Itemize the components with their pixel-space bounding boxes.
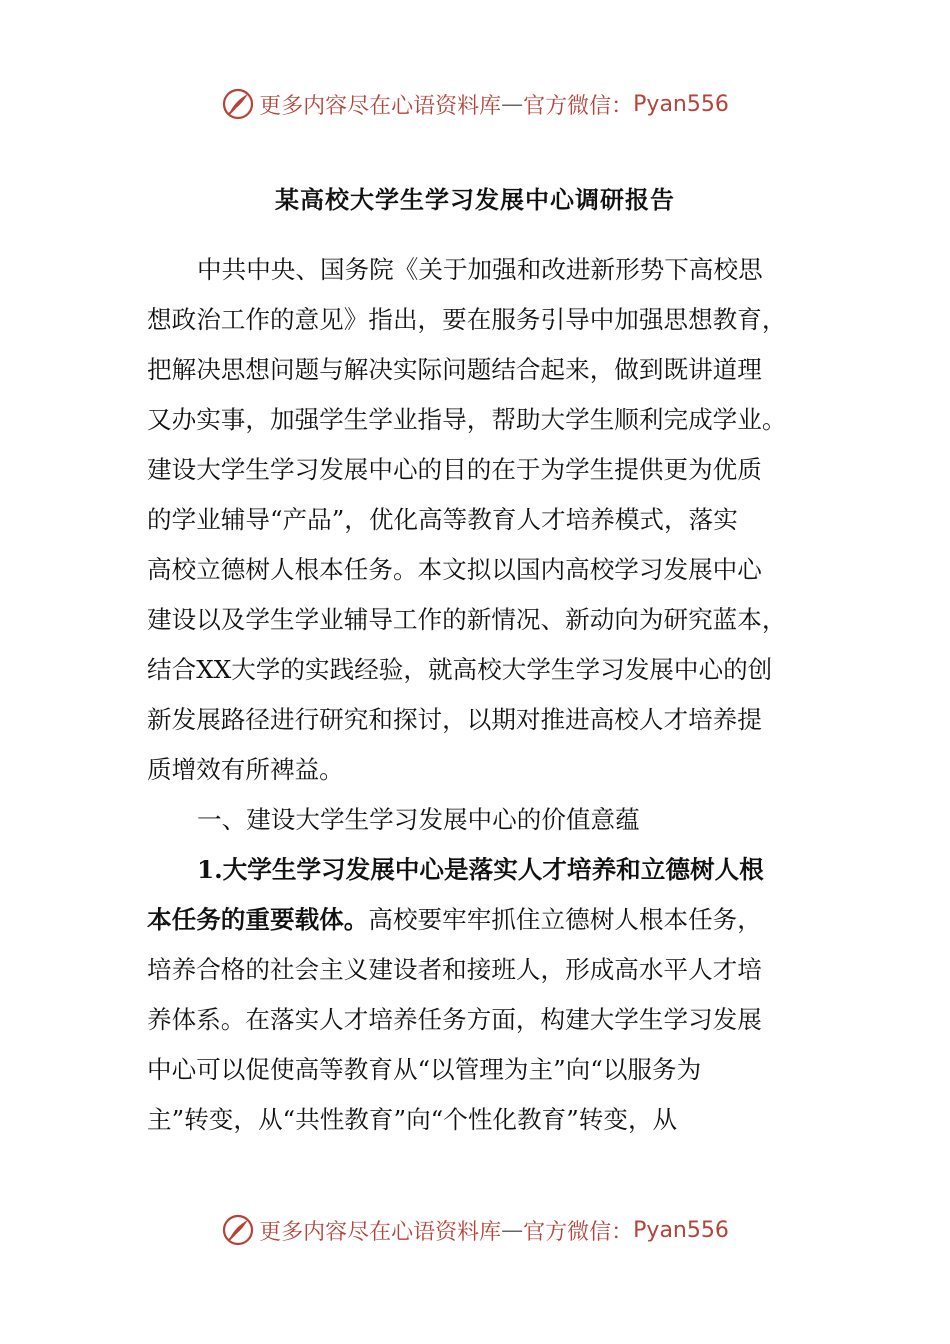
paragraph-line: 新发展路径进行研究和探讨，以期对推进高校人才培养提 bbox=[147, 705, 762, 734]
banner-text: 更多内容尽在心语资料库 bbox=[259, 93, 502, 119]
subsection-heading-cont: 本任务的重要载体。 bbox=[147, 905, 369, 934]
paragraph-line: 养体系。在落实人才培养任务方面，构建大学生学习发展 bbox=[147, 1005, 762, 1034]
paragraph-line: 高校立德树人根本任务。本文拟以国内高校学习发展中心 bbox=[147, 555, 762, 584]
banner-text: 更多内容尽在心语资料库 bbox=[259, 1219, 502, 1245]
banner-separator: — bbox=[501, 1217, 524, 1243]
paragraph-line: 主”转变，从“共性教育”向“个性化教育”转变，从 bbox=[147, 1105, 678, 1134]
paragraph-line: 中心可以促使高等教育从“以管理为主”向“以服务为 bbox=[147, 1055, 702, 1084]
subsection-heading: 1.大学生学习发展中心是落实人才培养和立德树人根 bbox=[197, 855, 764, 884]
quill-logo-icon bbox=[221, 87, 255, 121]
quill-logo-icon bbox=[221, 1213, 255, 1247]
banner-contact-label: 官方微信： bbox=[523, 93, 634, 119]
paragraph-line: 又办实事，加强学生学业指导，帮助大学生顺利完成学业。 bbox=[147, 405, 787, 434]
footer-banner bbox=[0, 1210, 950, 1250]
section-heading: 一、建设大学生学习发展中心的价值意蕴 bbox=[197, 805, 640, 834]
paragraph-line: 质增效有所裨益。 bbox=[147, 755, 344, 784]
paragraph-line: 培养合格的社会主义建设者和接班人，形成高水平人才培 bbox=[147, 955, 762, 984]
banner-wechat-id: Pyan556 bbox=[633, 91, 729, 117]
header-banner bbox=[0, 84, 950, 124]
banner-contact-label: 官方微信： bbox=[523, 1219, 634, 1245]
document-body bbox=[147, 245, 807, 1145]
paragraph-text: 高校要牢牢抓住立德树人根本任务， bbox=[368, 905, 762, 934]
paragraph-line: 的学业辅导“产品”，优化高等教育人才培养模式，落实 bbox=[147, 505, 738, 534]
paragraph-line: 结合XX大学的实践经验，就高校大学生学习发展中心的创 bbox=[147, 655, 773, 684]
paragraph-line: 建设以及学生学业辅导工作的新情况、新动向为研究蓝本， bbox=[147, 605, 787, 634]
banner-separator: — bbox=[501, 91, 524, 117]
paragraph-line: 建设大学生学习发展中心的目的在于为学生提供更为优质 bbox=[147, 455, 762, 484]
paragraph-line bbox=[147, 895, 807, 945]
document-title: 某高校大学生学习发展中心调研报告 bbox=[275, 185, 675, 214]
paragraph-line: 中共中央、国务院《关于加强和改进新形势下高校思 bbox=[197, 255, 763, 284]
paragraph-line: 想政治工作的意见》指出，要在服务引导中加强思想教育， bbox=[147, 305, 787, 334]
banner-wechat-id: Pyan556 bbox=[633, 1217, 729, 1243]
paragraph-line: 把解决思想问题与解决实际问题结合起来，做到既讲道理 bbox=[147, 355, 762, 384]
